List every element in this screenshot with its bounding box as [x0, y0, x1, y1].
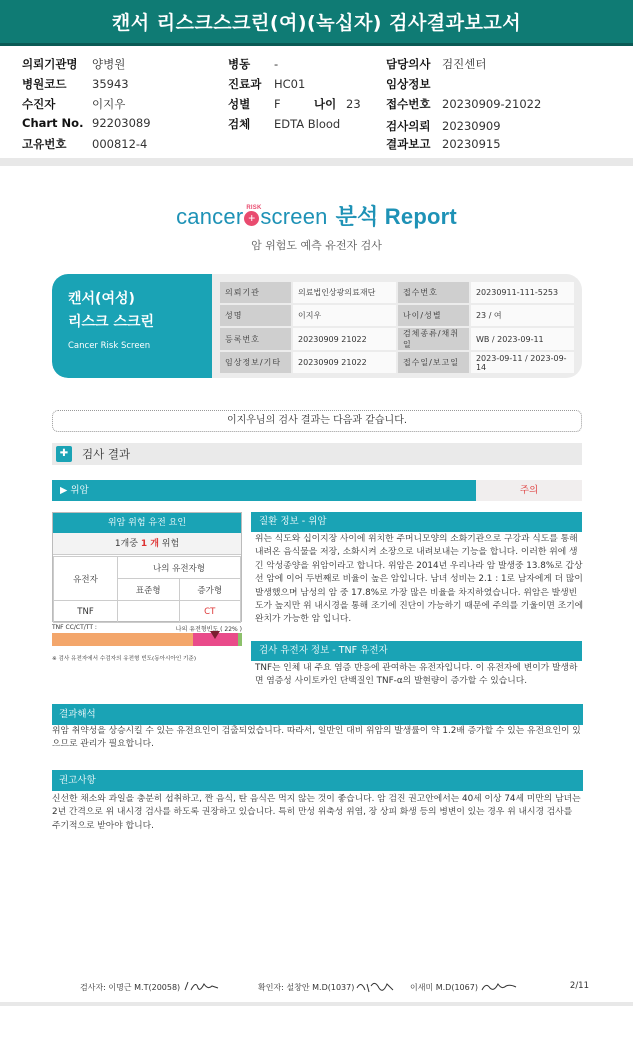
summary-row — [220, 328, 574, 350]
gene-count-number: 1 개 — [140, 539, 159, 549]
summary-value: 이지우 — [293, 305, 396, 326]
increased-header: 증가형 — [179, 579, 241, 601]
gene-count-suffix: 위험 — [161, 539, 180, 549]
summary-key: 등록번호 — [220, 328, 291, 350]
interpretation-text: 위암 취약성을 상승시킬 수 있는 유전요인이 검출되었습니다. 따라서, 일반인 대비 위암의 발생률이 약 1.2배 증가할 수 있는 유전요인이 있으므로 관리가 필요합니다. — [52, 726, 581, 750]
genotype-header: 나의 유전자형 — [118, 557, 241, 579]
info-value: 20230915 — [442, 137, 501, 151]
info-value: 92203089 — [92, 116, 151, 130]
info-value: HC01 — [274, 77, 306, 91]
summary-table — [218, 280, 576, 375]
summary-row — [220, 352, 574, 373]
confirmer2-signature — [480, 978, 518, 996]
info-key: 병원코드 — [22, 77, 67, 91]
bottom-divider — [0, 1002, 633, 1006]
summary-key: 성명 — [220, 305, 291, 326]
plus-icon: + RISK — [244, 211, 259, 226]
disease-info-header: 질환 정보 - 위암 — [251, 512, 582, 532]
cancer-name: ▶ 위암 — [52, 480, 476, 501]
info-value: - — [274, 57, 279, 71]
summary-title-3: Cancer Risk Screen — [68, 341, 151, 351]
summary-title-block — [52, 274, 212, 378]
disease-info-text: 위는 식도와 십이지장 사이에 위치한 주머니모양의 소화기관으로 구강과 식도를 통해 내려온 음식물을 저장, 소화시켜 소장으로 내려보내는 기능을 합니다. 이러한 위에 생긴 악성종양을 위암이라고 합니다. 위암은 2014년 우리나라 암 발생중 13.8%로 갑상선 암에 이어 두번째로 비율이 높은 암입니다. 남녀 성비는 2.1 : 1로 남자에게 더 많이 발생했으며 남성의 암 중 17.8%로 가장 많은 비율을 차지하였습니다. 위암은 발생빈도가 높지만 위 내시경을 통해 조기에 진단이 가능하기 때문에 주의를 기울이면 조기에 완치가 가능한 암 입니다. — [255, 534, 584, 625]
frequency-segment-tt — [238, 633, 242, 646]
brand-text-right: screen — [260, 204, 328, 229]
info-value: EDTA Blood — [274, 117, 341, 131]
summary-value: 20230909 21022 — [293, 328, 396, 350]
result-section-icon: ✚ — [56, 446, 72, 462]
summary-key: 검체종류/채취일 — [398, 328, 469, 350]
summary-value: 2023-09-11 / 2023-09-14 — [471, 352, 574, 373]
normal-value — [118, 601, 180, 623]
logo-subtitle: 암 위험도 예측 유전자 검사 — [251, 239, 382, 252]
recommendation-header: 권고사항 — [52, 770, 583, 791]
section-header-results — [52, 443, 582, 465]
gene-count-prefix: 1개중 — [114, 539, 138, 549]
section-title: 검사 결과 — [82, 447, 131, 461]
confirmer-signature — [355, 978, 395, 996]
summary-title-2: 리스크 스크린 — [68, 314, 155, 330]
summary-key: 나이/성별 — [398, 305, 469, 326]
info-value: 20230909 — [442, 119, 501, 133]
frequency-labels — [52, 624, 242, 631]
frequency-marker-icon — [210, 631, 220, 639]
interpretation-header: 결과해석 — [52, 704, 583, 725]
summary-key: 접수번호 — [398, 282, 469, 303]
info-key: 검사의뢰 — [386, 119, 431, 133]
info-key: 병동 — [228, 57, 251, 71]
cancer-status: 주의 — [476, 480, 582, 501]
summary-value: 20230909 21022 — [293, 352, 396, 373]
table-row — [54, 601, 241, 623]
frequency-bar — [52, 633, 242, 646]
table-row — [54, 557, 241, 579]
examiner-signature — [182, 978, 222, 996]
info-value: 000812-4 — [92, 137, 148, 151]
signature-footer — [0, 978, 633, 998]
summary-row — [220, 282, 574, 303]
info-key: 임상정보 — [386, 77, 431, 91]
confirmer-label: 확인자: 설창안 M.D(1037) — [258, 983, 355, 992]
info-key: 결과보고 — [386, 137, 431, 151]
info-value: 검진센터 — [442, 57, 487, 71]
frequency-left-label: TNF CC/CT/TT : — [52, 624, 97, 631]
summary-card — [52, 274, 582, 378]
age-key: 나이 — [314, 97, 337, 111]
gene-risk-box — [52, 512, 242, 622]
gene-header: 유전자 — [54, 557, 118, 601]
brand-logo — [0, 200, 633, 253]
summary-value: WB / 2023-09-11 — [471, 328, 574, 350]
frequency-right-label: 나의 유전형빈도 ( 22% ) — [175, 626, 242, 633]
increased-value: CT — [179, 601, 241, 623]
frequency-note: ※ 검사 유전자에서 수검자의 유전형 빈도(동아시아인 기준) — [52, 656, 197, 662]
info-key: 접수번호 — [386, 97, 431, 111]
summary-value: 23 / 여 — [471, 305, 574, 326]
brand-text-left: cancer — [176, 204, 244, 229]
gene-name: TNF — [54, 601, 118, 623]
summary-row — [220, 305, 574, 326]
summary-title-1: 캔서(여성) — [68, 291, 135, 307]
info-value: 20230909-21022 — [442, 97, 542, 111]
cancer-result-bar — [52, 480, 582, 501]
info-value: 35943 — [92, 77, 129, 91]
patient-info — [22, 56, 622, 152]
risk-tag: RISK — [246, 205, 262, 211]
report-label: 분석 Report — [335, 204, 457, 229]
page-number: 2/11 — [569, 981, 589, 991]
gene-info-header: 검사 유전자 정보 - TNF 유전자 — [251, 641, 582, 661]
info-key: 고유번호 — [22, 137, 67, 151]
summary-value: 의료법인상광의료재단 — [293, 282, 396, 303]
age-value: 23 — [346, 97, 361, 111]
summary-key: 임상정보/기타 — [220, 352, 291, 373]
result-message: 이지우님의 검사 결과는 다음과 같습니다. — [52, 410, 582, 432]
info-key: 검체 — [228, 117, 251, 131]
confirmer2-label: 이새미 M.D(1067) — [410, 983, 478, 992]
info-key: 의뢰기관명 — [22, 57, 78, 71]
info-value: F — [274, 97, 281, 111]
report-title-bar — [0, 0, 633, 46]
info-key: 진료과 — [228, 77, 262, 91]
gene-count — [53, 533, 241, 555]
summary-key: 접수일/보고일 — [398, 352, 469, 373]
info-value: 양병원 — [92, 57, 126, 71]
gene-box-title: 위암 위험 유전 요인 — [53, 513, 241, 533]
recommendation-text: 신선한 채소와 과일을 충분히 섭취하고, 짠 음식, 탄 음식은 먹지 않는 것이 좋습니다. 암 검진 권고안에서는 40세 이상 74세 미만의 남녀는 2년 간격으로 위 내시경 검사를 하도록 권장하고 있습니다. 특히 만성 위축성 위염, 장 상피 화생 등의 병변이 있는 경우 위 내시경 검사를 주기적으로 받아야 합니다. — [52, 794, 581, 831]
info-key: 성별 — [228, 97, 251, 111]
section-divider — [0, 158, 633, 166]
gene-info-text: TNF는 인체 내 주요 염증 반응에 관여하는 유전자입니다. 이 유전자에 변이가 발생하면 염증성 사이토카인 단백질인 TNF-α의 발현량이 증가할 수 있습니다. — [255, 663, 578, 687]
gene-table — [53, 556, 241, 623]
info-key: 수진자 — [22, 97, 56, 111]
report-title: 캔서 리스크스크린(여)(녹십자) 검사결과보고서 — [111, 12, 522, 34]
summary-key: 의뢰기관 — [220, 282, 291, 303]
info-key: Chart No. — [22, 116, 84, 130]
normal-header: 표준형 — [118, 579, 180, 601]
info-value: 이지우 — [92, 97, 126, 111]
info-key: 담당의사 — [386, 57, 431, 71]
examiner-label: 검사자: 이명근 M.T(20058) — [80, 983, 181, 992]
summary-value: 20230911-111-5253 — [471, 282, 574, 303]
